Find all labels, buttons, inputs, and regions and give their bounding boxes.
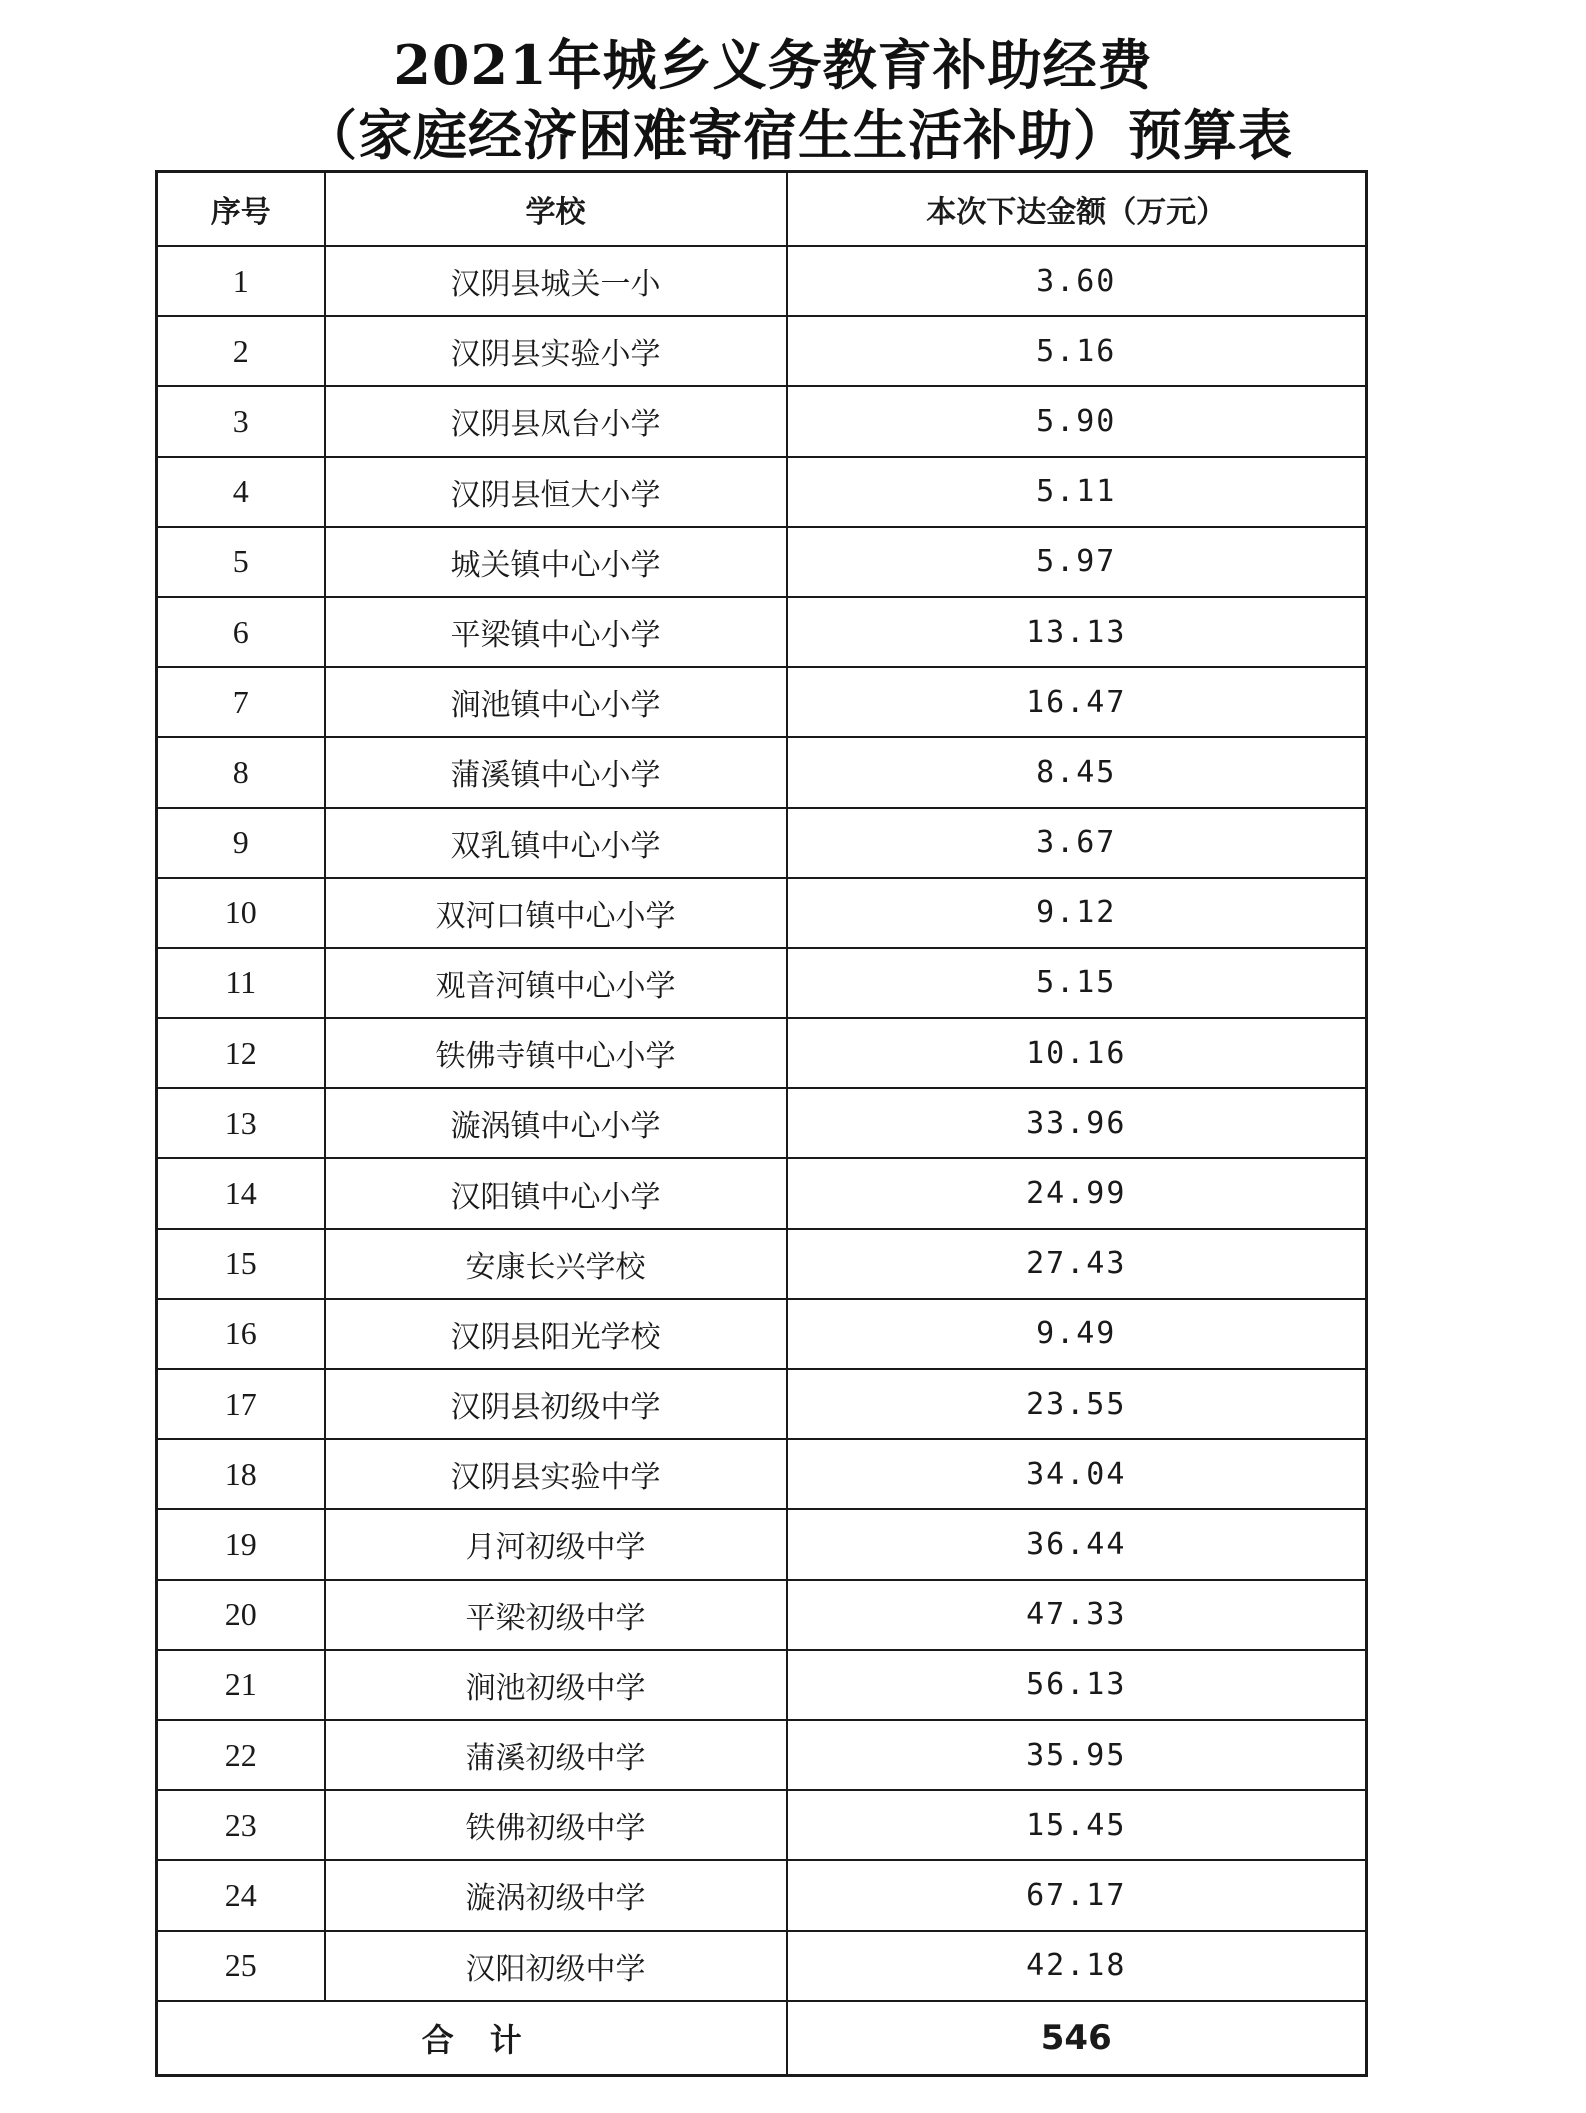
row-index: 14 xyxy=(157,1158,325,1228)
row-school: 铁佛寺镇中心小学 xyxy=(325,1018,787,1088)
total-label: 合计 xyxy=(157,2001,787,2076)
table-row xyxy=(157,1580,1367,1650)
row-index: 6 xyxy=(157,597,325,667)
row-amount: 5.90 xyxy=(787,386,1367,456)
row-school: 安康长兴学校 xyxy=(325,1229,787,1299)
table-row xyxy=(157,1369,1367,1439)
row-amount: 3.67 xyxy=(787,808,1367,878)
row-school: 汉阳初级中学 xyxy=(325,1931,787,2001)
table-row xyxy=(157,1790,1367,1860)
row-amount: 33.96 xyxy=(787,1088,1367,1158)
row-school: 观音河镇中心小学 xyxy=(325,948,787,1018)
row-amount: 9.49 xyxy=(787,1299,1367,1369)
row-index: 16 xyxy=(157,1299,325,1369)
row-school: 漩涡镇中心小学 xyxy=(325,1088,787,1158)
row-school: 汉阳镇中心小学 xyxy=(325,1158,787,1228)
row-school: 汉阴县初级中学 xyxy=(325,1369,787,1439)
row-school: 涧池初级中学 xyxy=(325,1650,787,1720)
row-index: 24 xyxy=(157,1860,325,1930)
row-amount: 42.18 xyxy=(787,1931,1367,2001)
row-school: 蒲溪镇中心小学 xyxy=(325,737,787,807)
row-school: 平梁初级中学 xyxy=(325,1580,787,1650)
row-index: 22 xyxy=(157,1720,325,1790)
row-index: 20 xyxy=(157,1580,325,1650)
row-index: 7 xyxy=(157,667,325,737)
title-line-2: （家庭经济困难寄宿生生活补助）预算表 xyxy=(303,103,1293,167)
row-amount: 5.97 xyxy=(787,527,1367,597)
row-amount: 5.15 xyxy=(787,948,1367,1018)
header-school: 学校 xyxy=(325,172,787,247)
table-row xyxy=(157,1650,1367,1720)
total-value: 546 xyxy=(787,2001,1367,2076)
row-amount: 36.44 xyxy=(787,1509,1367,1579)
row-school: 汉阴县实验小学 xyxy=(325,316,787,386)
row-amount: 5.11 xyxy=(787,457,1367,527)
table-row xyxy=(157,948,1367,1018)
row-school: 汉阴县凤台小学 xyxy=(325,386,787,456)
row-index: 13 xyxy=(157,1088,325,1158)
row-amount: 8.45 xyxy=(787,737,1367,807)
row-amount: 5.16 xyxy=(787,316,1367,386)
row-amount: 23.55 xyxy=(787,1369,1367,1439)
table-row xyxy=(157,667,1367,737)
row-school: 汉阴县阳光学校 xyxy=(325,1299,787,1369)
row-amount: 47.33 xyxy=(787,1580,1367,1650)
row-index: 12 xyxy=(157,1018,325,1088)
row-amount: 3.60 xyxy=(787,246,1367,316)
table-row xyxy=(157,386,1367,456)
row-school: 平梁镇中心小学 xyxy=(325,597,787,667)
row-index: 17 xyxy=(157,1369,325,1439)
row-index: 21 xyxy=(157,1650,325,1720)
table-row xyxy=(157,1229,1367,1299)
title-line-1: 2021年城乡义务教育补助经费 xyxy=(393,33,1153,97)
row-index: 25 xyxy=(157,1931,325,2001)
document-title xyxy=(0,30,1586,170)
table-row xyxy=(157,1088,1367,1158)
table-row xyxy=(157,737,1367,807)
table-row xyxy=(157,1509,1367,1579)
row-index: 9 xyxy=(157,808,325,878)
row-index: 11 xyxy=(157,948,325,1018)
row-school: 涧池镇中心小学 xyxy=(325,667,787,737)
row-school: 汉阴县实验中学 xyxy=(325,1439,787,1509)
table-row xyxy=(157,1720,1367,1790)
row-amount: 35.95 xyxy=(787,1720,1367,1790)
row-school: 铁佛初级中学 xyxy=(325,1790,787,1860)
table-body xyxy=(157,246,1367,2001)
table-row xyxy=(157,1931,1367,2001)
row-amount: 15.45 xyxy=(787,1790,1367,1860)
row-school: 城关镇中心小学 xyxy=(325,527,787,597)
row-index: 23 xyxy=(157,1790,325,1860)
row-index: 10 xyxy=(157,878,325,948)
row-school: 漩涡初级中学 xyxy=(325,1860,787,1930)
table-row xyxy=(157,1158,1367,1228)
row-school: 双河口镇中心小学 xyxy=(325,878,787,948)
table-row xyxy=(157,316,1367,386)
row-index: 8 xyxy=(157,737,325,807)
table-row xyxy=(157,1299,1367,1369)
row-school: 汉阴县恒大小学 xyxy=(325,457,787,527)
row-amount: 56.13 xyxy=(787,1650,1367,1720)
row-amount: 34.04 xyxy=(787,1439,1367,1509)
row-amount: 24.99 xyxy=(787,1158,1367,1228)
row-index: 3 xyxy=(157,386,325,456)
total-row xyxy=(157,2001,1367,2076)
row-index: 18 xyxy=(157,1439,325,1509)
row-amount: 13.13 xyxy=(787,597,1367,667)
row-index: 19 xyxy=(157,1509,325,1579)
table-row xyxy=(157,246,1367,316)
row-amount: 27.43 xyxy=(787,1229,1367,1299)
table-header-row xyxy=(157,172,1367,247)
table-row xyxy=(157,808,1367,878)
row-school: 月河初级中学 xyxy=(325,1509,787,1579)
row-school: 蒲溪初级中学 xyxy=(325,1720,787,1790)
row-index: 1 xyxy=(157,246,325,316)
header-index: 序号 xyxy=(157,172,325,247)
table-row xyxy=(157,597,1367,667)
row-school: 汉阴县城关一小 xyxy=(325,246,787,316)
row-index: 5 xyxy=(157,527,325,597)
row-index: 4 xyxy=(157,457,325,527)
row-school: 双乳镇中心小学 xyxy=(325,808,787,878)
table-row xyxy=(157,878,1367,948)
row-index: 15 xyxy=(157,1229,325,1299)
table-row xyxy=(157,527,1367,597)
row-amount: 9.12 xyxy=(787,878,1367,948)
row-amount: 67.17 xyxy=(787,1860,1367,1930)
budget-table xyxy=(155,170,1368,2077)
table-row xyxy=(157,1860,1367,1930)
row-amount: 16.47 xyxy=(787,667,1367,737)
row-amount: 10.16 xyxy=(787,1018,1367,1088)
table-row xyxy=(157,1018,1367,1088)
table-row xyxy=(157,1439,1367,1509)
table-row xyxy=(157,457,1367,527)
header-amount: 本次下达金额（万元） xyxy=(787,172,1367,247)
row-index: 2 xyxy=(157,316,325,386)
